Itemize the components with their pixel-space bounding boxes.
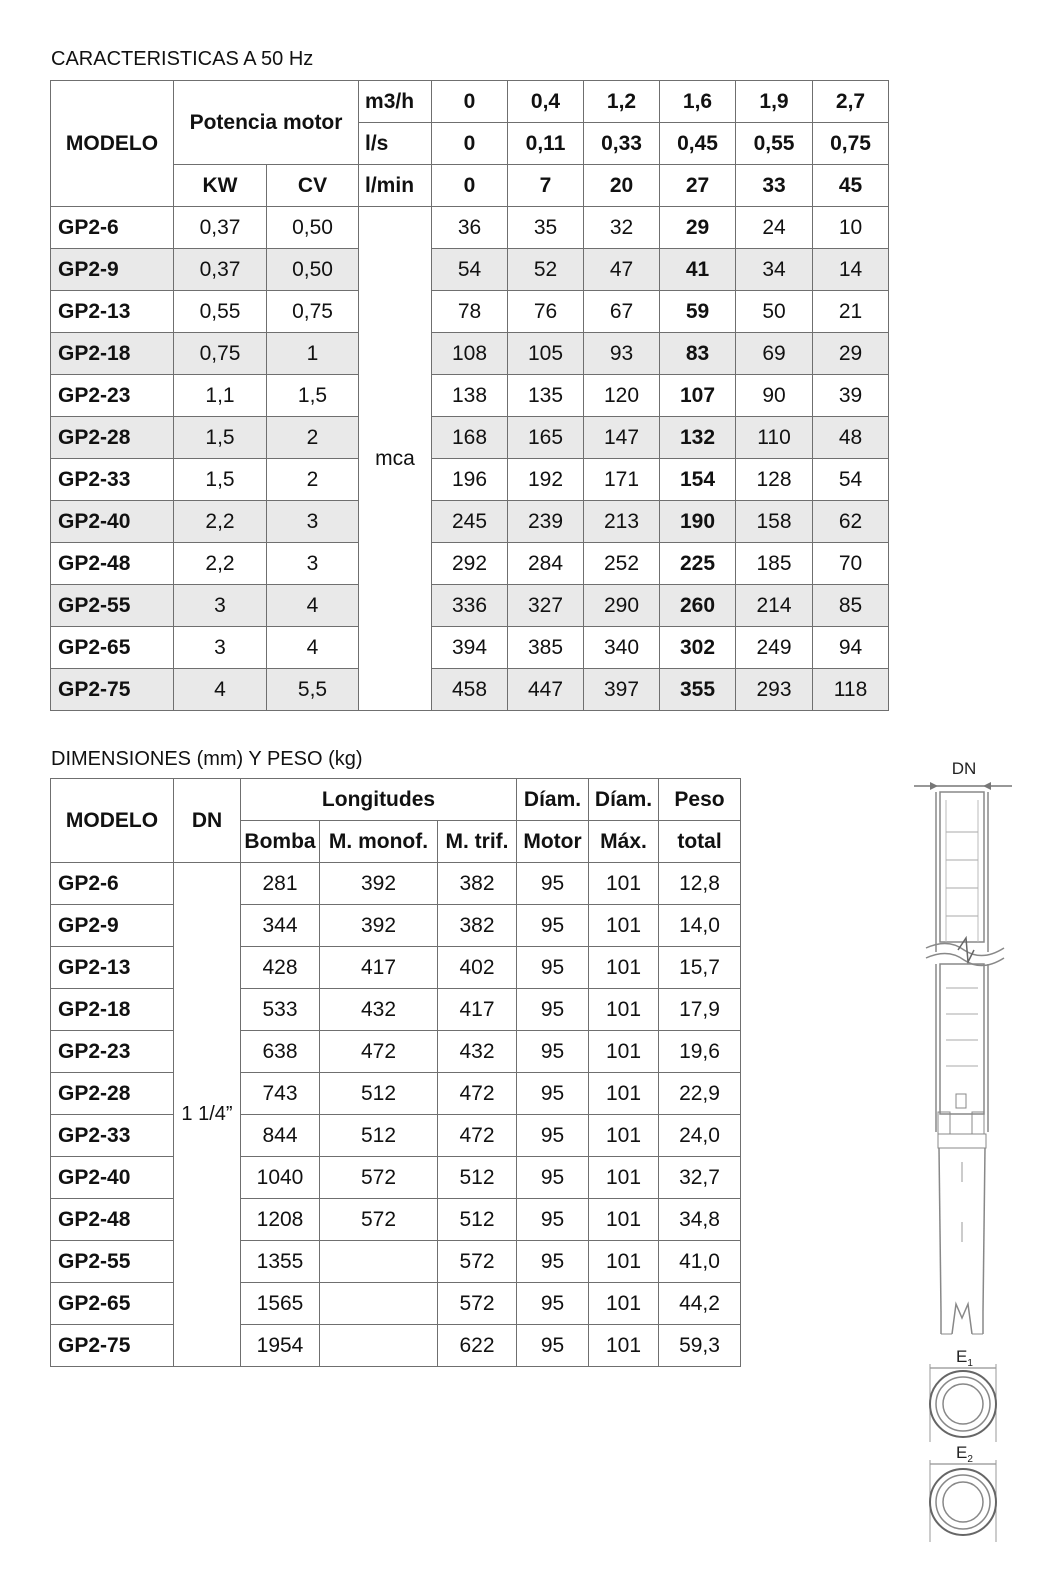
cv-cell: 0,50 [267, 249, 359, 291]
cv-cell: 0,50 [267, 207, 359, 249]
head-cell: 239 [508, 501, 584, 543]
header-modelo: MODELO [51, 779, 174, 863]
model-cell: GP2-13 [51, 947, 174, 989]
head-cell: 52 [508, 249, 584, 291]
diam-max-cell: 101 [589, 1031, 659, 1073]
head-cell: 85 [813, 585, 889, 627]
model-cell: GP2-40 [51, 501, 174, 543]
trif-cell: 402 [438, 947, 517, 989]
header-cv: CV [267, 165, 359, 207]
pump-drawing [908, 752, 1028, 1552]
flow-m3h: 0,4 [508, 81, 584, 123]
diam-motor-cell: 95 [517, 989, 589, 1031]
kw-cell: 0,55 [174, 291, 267, 333]
peso-cell: 34,8 [659, 1199, 741, 1241]
header-ls: l/s [359, 123, 432, 165]
trif-cell: 382 [438, 863, 517, 905]
cv-cell: 3 [267, 543, 359, 585]
flow-m3h: 1,2 [584, 81, 660, 123]
e1-label: $E_1$ [956, 1347, 973, 1369]
trif-cell: 417 [438, 989, 517, 1031]
unit-cell: mca [359, 207, 432, 711]
head-cell: 59 [660, 291, 736, 333]
head-cell: 168 [432, 417, 508, 459]
head-cell: 83 [660, 333, 736, 375]
monof-cell: 512 [320, 1073, 438, 1115]
header-max: Máx. [589, 821, 659, 863]
head-cell: 165 [508, 417, 584, 459]
model-cell: GP2-18 [51, 989, 174, 1031]
header-potencia-motor: Potencia motor [174, 81, 359, 165]
model-cell: GP2-9 [51, 905, 174, 947]
flow-ls: 0 [432, 123, 508, 165]
monof-cell: 512 [320, 1115, 438, 1157]
model-cell: GP2-28 [51, 1073, 174, 1115]
head-cell: 108 [432, 333, 508, 375]
head-cell: 196 [432, 459, 508, 501]
flow-lmin: 7 [508, 165, 584, 207]
flow-lmin: 27 [660, 165, 736, 207]
bomba-cell: 844 [241, 1115, 320, 1157]
kw-cell: 3 [174, 627, 267, 669]
table-row [51, 905, 741, 947]
diam-max-cell: 101 [589, 1199, 659, 1241]
table-row [51, 947, 741, 989]
head-cell: 48 [813, 417, 889, 459]
diam-max-cell: 101 [589, 1073, 659, 1115]
bomba-cell: 1565 [241, 1283, 320, 1325]
head-cell: 132 [660, 417, 736, 459]
diam-motor-cell: 95 [517, 1325, 589, 1367]
head-cell: 158 [736, 501, 813, 543]
model-cell: GP2-75 [51, 669, 174, 711]
head-cell: 78 [432, 291, 508, 333]
trif-cell: 432 [438, 1031, 517, 1073]
head-cell: 76 [508, 291, 584, 333]
head-cell: 355 [660, 669, 736, 711]
diam-max-cell: 101 [589, 1157, 659, 1199]
head-cell: 340 [584, 627, 660, 669]
model-cell: GP2-40 [51, 1157, 174, 1199]
model-cell: GP2-6 [51, 207, 174, 249]
head-cell: 302 [660, 627, 736, 669]
head-cell: 10 [813, 207, 889, 249]
head-cell: 39 [813, 375, 889, 417]
head-cell: 245 [432, 501, 508, 543]
head-cell: 67 [584, 291, 660, 333]
table-row [51, 627, 889, 669]
table-row [51, 1031, 741, 1073]
kw-cell: 1,5 [174, 459, 267, 501]
peso-cell: 32,7 [659, 1157, 741, 1199]
cv-cell: 2 [267, 459, 359, 501]
head-cell: 93 [584, 333, 660, 375]
kw-cell: 0,37 [174, 207, 267, 249]
head-cell: 62 [813, 501, 889, 543]
head-cell: 14 [813, 249, 889, 291]
peso-cell: 24,0 [659, 1115, 741, 1157]
head-cell: 292 [432, 543, 508, 585]
diam-max-cell: 101 [589, 863, 659, 905]
head-cell: 120 [584, 375, 660, 417]
kw-cell: 1,1 [174, 375, 267, 417]
flow-lmin: 45 [813, 165, 889, 207]
monof-cell: 572 [320, 1199, 438, 1241]
peso-cell: 14,0 [659, 905, 741, 947]
diam-max-cell: 101 [589, 1325, 659, 1367]
head-cell: 21 [813, 291, 889, 333]
peso-cell: 17,9 [659, 989, 741, 1031]
bomba-cell: 533 [241, 989, 320, 1031]
kw-cell: 2,2 [174, 543, 267, 585]
head-cell: 293 [736, 669, 813, 711]
peso-cell: 41,0 [659, 1241, 741, 1283]
model-cell: GP2-33 [51, 459, 174, 501]
head-cell: 190 [660, 501, 736, 543]
monof-cell [320, 1241, 438, 1283]
head-cell: 252 [584, 543, 660, 585]
header-lmin: l/min [359, 165, 432, 207]
diam-motor-cell: 95 [517, 1199, 589, 1241]
header-longitudes: Longitudes [241, 779, 517, 821]
flow-ls: 0,33 [584, 123, 660, 165]
diam-max-cell: 101 [589, 989, 659, 1031]
header-dn: DN [174, 779, 241, 863]
table-row [51, 1199, 741, 1241]
head-cell: 34 [736, 249, 813, 291]
head-cell: 54 [813, 459, 889, 501]
dn-cell: 1 1/4” [174, 863, 241, 1367]
trif-cell: 572 [438, 1283, 517, 1325]
head-cell: 385 [508, 627, 584, 669]
head-cell: 225 [660, 543, 736, 585]
kw-cell: 4 [174, 669, 267, 711]
model-cell: GP2-55 [51, 585, 174, 627]
peso-cell: 22,9 [659, 1073, 741, 1115]
head-cell: 47 [584, 249, 660, 291]
model-cell: GP2-23 [51, 1031, 174, 1073]
header-m3h: m3/h [359, 81, 432, 123]
monof-cell: 417 [320, 947, 438, 989]
model-cell: GP2-48 [51, 543, 174, 585]
diam-motor-cell: 95 [517, 1157, 589, 1199]
e2-label: $E_2$ [956, 1443, 973, 1465]
head-cell: 154 [660, 459, 736, 501]
head-cell: 260 [660, 585, 736, 627]
header-m-monof: M. monof. [320, 821, 438, 863]
table-row [51, 989, 741, 1031]
header-total: total [659, 821, 741, 863]
bomba-cell: 344 [241, 905, 320, 947]
head-cell: 118 [813, 669, 889, 711]
head-cell: 394 [432, 627, 508, 669]
head-cell: 105 [508, 333, 584, 375]
diam-motor-cell: 95 [517, 1115, 589, 1157]
model-cell: GP2-65 [51, 627, 174, 669]
bomba-cell: 743 [241, 1073, 320, 1115]
diam-motor-cell: 95 [517, 1283, 589, 1325]
diam-max-cell: 101 [589, 1283, 659, 1325]
table-row [51, 291, 889, 333]
trif-cell: 472 [438, 1073, 517, 1115]
flow-ls: 0,55 [736, 123, 813, 165]
peso-cell: 44,2 [659, 1283, 741, 1325]
table-row [51, 1115, 741, 1157]
head-cell: 32 [584, 207, 660, 249]
header-peso: Peso [659, 779, 741, 821]
diam-motor-cell: 95 [517, 947, 589, 989]
flow-ls: 0,45 [660, 123, 736, 165]
table-row [51, 459, 889, 501]
model-cell: GP2-48 [51, 1199, 174, 1241]
head-cell: 397 [584, 669, 660, 711]
dimensions-table [50, 778, 741, 1367]
table-row [51, 1157, 741, 1199]
peso-cell: 15,7 [659, 947, 741, 989]
table-row [51, 585, 889, 627]
head-cell: 107 [660, 375, 736, 417]
model-cell: GP2-13 [51, 291, 174, 333]
head-cell: 290 [584, 585, 660, 627]
table-row [51, 863, 741, 905]
head-cell: 54 [432, 249, 508, 291]
trif-cell: 622 [438, 1325, 517, 1367]
diam-motor-cell: 95 [517, 1241, 589, 1283]
header-diam-max-top: Díam. [589, 779, 659, 821]
flow-m3h: 1,9 [736, 81, 813, 123]
header-modelo: MODELO [51, 81, 174, 207]
head-cell: 185 [736, 543, 813, 585]
header-kw: KW [174, 165, 267, 207]
peso-cell: 19,6 [659, 1031, 741, 1073]
flow-m3h: 0 [432, 81, 508, 123]
peso-cell: 59,3 [659, 1325, 741, 1367]
head-cell: 24 [736, 207, 813, 249]
trif-cell: 382 [438, 905, 517, 947]
kw-cell: 1,5 [174, 417, 267, 459]
kw-cell: 2,2 [174, 501, 267, 543]
head-cell: 50 [736, 291, 813, 333]
peso-cell: 12,8 [659, 863, 741, 905]
trif-cell: 572 [438, 1241, 517, 1283]
model-cell: GP2-9 [51, 249, 174, 291]
diam-motor-cell: 95 [517, 1031, 589, 1073]
trif-cell: 512 [438, 1199, 517, 1241]
model-cell: GP2-75 [51, 1325, 174, 1367]
flow-lmin: 0 [432, 165, 508, 207]
monof-cell: 572 [320, 1157, 438, 1199]
diam-max-cell: 101 [589, 947, 659, 989]
bomba-cell: 1355 [241, 1241, 320, 1283]
bomba-cell: 281 [241, 863, 320, 905]
monof-cell: 432 [320, 989, 438, 1031]
table-row [51, 333, 889, 375]
table-row [51, 501, 889, 543]
model-cell: GP2-23 [51, 375, 174, 417]
head-cell: 29 [813, 333, 889, 375]
monof-cell [320, 1325, 438, 1367]
header-motor: Motor [517, 821, 589, 863]
head-cell: 284 [508, 543, 584, 585]
head-cell: 214 [736, 585, 813, 627]
head-cell: 35 [508, 207, 584, 249]
model-cell: GP2-18 [51, 333, 174, 375]
bomba-cell: 1040 [241, 1157, 320, 1199]
head-cell: 41 [660, 249, 736, 291]
flow-ls: 0,11 [508, 123, 584, 165]
diam-max-cell: 101 [589, 1115, 659, 1157]
cv-cell: 1,5 [267, 375, 359, 417]
model-cell: GP2-55 [51, 1241, 174, 1283]
head-cell: 69 [736, 333, 813, 375]
head-cell: 135 [508, 375, 584, 417]
trif-cell: 512 [438, 1157, 517, 1199]
flow-lmin: 33 [736, 165, 813, 207]
dn-label: DN [951, 759, 977, 778]
head-cell: 327 [508, 585, 584, 627]
head-cell: 458 [432, 669, 508, 711]
header-bomba: Bomba [241, 821, 320, 863]
kw-cell: 3 [174, 585, 267, 627]
model-cell: GP2-28 [51, 417, 174, 459]
table-row [51, 543, 889, 585]
cv-cell: 5,5 [267, 669, 359, 711]
model-cell: GP2-6 [51, 863, 174, 905]
flow-m3h: 1,6 [660, 81, 736, 123]
cv-cell: 3 [267, 501, 359, 543]
head-cell: 192 [508, 459, 584, 501]
bomba-cell: 638 [241, 1031, 320, 1073]
bomba-cell: 1954 [241, 1325, 320, 1367]
cv-cell: 1 [267, 333, 359, 375]
head-cell: 138 [432, 375, 508, 417]
table-row [51, 1073, 741, 1115]
cv-cell: 0,75 [267, 291, 359, 333]
model-cell: GP2-65 [51, 1283, 174, 1325]
diam-max-cell: 101 [589, 1241, 659, 1283]
head-cell: 36 [432, 207, 508, 249]
head-cell: 249 [736, 627, 813, 669]
cv-cell: 2 [267, 417, 359, 459]
head-cell: 128 [736, 459, 813, 501]
monof-cell: 392 [320, 905, 438, 947]
cv-cell: 4 [267, 627, 359, 669]
table-row [51, 1241, 741, 1283]
head-cell: 447 [508, 669, 584, 711]
bomba-cell: 428 [241, 947, 320, 989]
model-cell: GP2-33 [51, 1115, 174, 1157]
head-cell: 171 [584, 459, 660, 501]
diam-motor-cell: 95 [517, 1073, 589, 1115]
diam-motor-cell: 95 [517, 863, 589, 905]
header-m-trif: M. trif. [438, 821, 517, 863]
flow-lmin: 20 [584, 165, 660, 207]
head-cell: 336 [432, 585, 508, 627]
table-row [51, 1283, 741, 1325]
characteristics-table [50, 80, 889, 711]
head-cell: 147 [584, 417, 660, 459]
table-row [51, 1325, 741, 1367]
table-row [51, 207, 889, 249]
flow-m3h: 2,7 [813, 81, 889, 123]
head-cell: 90 [736, 375, 813, 417]
cv-cell: 4 [267, 585, 359, 627]
head-cell: 110 [736, 417, 813, 459]
bomba-cell: 1208 [241, 1199, 320, 1241]
flow-ls: 0,75 [813, 123, 889, 165]
monof-cell [320, 1283, 438, 1325]
table-row [51, 669, 889, 711]
diam-motor-cell: 95 [517, 905, 589, 947]
header-diam-motor-top: Díam. [517, 779, 589, 821]
table-row [51, 417, 889, 459]
table-row [51, 375, 889, 417]
head-cell: 94 [813, 627, 889, 669]
dimensions-title: DIMENSIONES (mm) Y PESO (kg) [51, 748, 363, 770]
diam-max-cell: 101 [589, 905, 659, 947]
table-row [51, 249, 889, 291]
characteristics-title: CARACTERISTICAS A 50 Hz [51, 48, 314, 70]
monof-cell: 392 [320, 863, 438, 905]
monof-cell: 472 [320, 1031, 438, 1073]
head-cell: 213 [584, 501, 660, 543]
kw-cell: 0,37 [174, 249, 267, 291]
kw-cell: 0,75 [174, 333, 267, 375]
trif-cell: 472 [438, 1115, 517, 1157]
head-cell: 70 [813, 543, 889, 585]
head-cell: 29 [660, 207, 736, 249]
